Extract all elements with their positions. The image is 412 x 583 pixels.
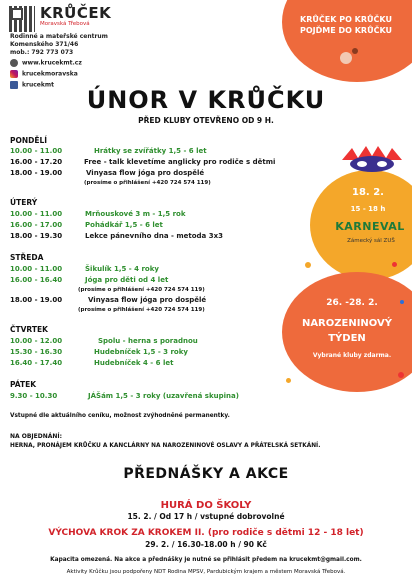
confetti bbox=[392, 262, 397, 267]
day-thursday: ČTVRTEK bbox=[10, 325, 48, 334]
day-tuesday: ÚTERÝ bbox=[10, 198, 38, 207]
row-time: 10.00 - 11.00 bbox=[10, 147, 63, 155]
schedule-row bbox=[10, 158, 340, 168]
day-monday: PONDĚLÍ bbox=[10, 136, 48, 145]
confetti bbox=[305, 262, 311, 268]
schedule-row bbox=[10, 147, 340, 157]
lectures-heading: PŘEDNÁŠKY A AKCE bbox=[123, 466, 289, 482]
carnival-mask-icon bbox=[340, 146, 404, 174]
confetti bbox=[398, 372, 404, 378]
birthday-name-line2: TÝDEN bbox=[328, 333, 366, 344]
row-activity: Vinyasa flow jóga pro dospělé bbox=[86, 169, 205, 177]
row-activity: Mrňouskové 3 m - 1,5 rok bbox=[85, 210, 186, 218]
row-time: 18.00 - 19.00 bbox=[10, 296, 63, 304]
birthday-circle bbox=[282, 272, 412, 392]
note: (prosíme o přihlášení +420 724 574 119) bbox=[84, 180, 211, 186]
page-title: ÚNOR V KRŮČKU bbox=[86, 86, 326, 114]
row-activity: Hrátky se zvířátky 1,5 - 6 let bbox=[94, 147, 207, 155]
lecture-info: 15. 2. / Od 17 h / vstupné dobrovolné bbox=[127, 512, 285, 521]
org-info bbox=[10, 33, 108, 57]
slogan bbox=[286, 14, 406, 36]
org-line1: Rodinné a mateřské centrum bbox=[10, 33, 108, 40]
slogan-line2: POJĎME DO KRŮČKU bbox=[300, 26, 392, 35]
row-activity: Spolu - herna s poradnou bbox=[98, 337, 198, 345]
schedule-row bbox=[10, 232, 340, 242]
day-friday: PÁTEK bbox=[10, 380, 37, 389]
row-activity: Vinyasa flow jóga pro dospělé bbox=[88, 296, 207, 304]
logo-name: KRŮČEK bbox=[40, 4, 112, 22]
note: (prosíme o přihlášení +420 724 574 119) bbox=[78, 307, 205, 313]
carnival-name: KARNEVAL bbox=[335, 220, 405, 233]
social-instagram[interactable]: krucekmoravska bbox=[10, 70, 78, 78]
org-phone: mob.: 792 773 073 bbox=[10, 49, 74, 56]
lecture-title: HURÁ DO ŠKOLY bbox=[160, 500, 252, 511]
row-time: 10.00 - 11.00 bbox=[10, 265, 63, 273]
entry-note: Vstupné dle aktuálního ceníku, možnost zvýhodněné permanentky. bbox=[10, 413, 230, 419]
row-time: 9.30 - 10.30 bbox=[10, 392, 58, 400]
org-line2: Komenského 371/46 bbox=[10, 41, 79, 48]
row-activity: JÁŠám 1,5 - 3 roky (uzavřená skupina) bbox=[88, 392, 239, 400]
birthday-name-line1: NAROZENINOVÝ bbox=[301, 318, 393, 329]
instagram-icon bbox=[10, 70, 18, 78]
social-facebook[interactable]: krucekmt bbox=[10, 81, 54, 89]
row-activity: Lekce pánevního dna - metoda 3x3 bbox=[85, 232, 223, 240]
footer-line2: Aktivity Krůčku jsou podpořeny NDT Rodina MPSV, Pardubickým krajem a městem Moravská Třebová. bbox=[66, 569, 346, 575]
row-time: 10.00 - 12.00 bbox=[10, 337, 63, 345]
lecture-info: 29. 2. / 16.30-18.00 h / 90 Kč bbox=[145, 540, 267, 549]
schedule-row bbox=[10, 392, 340, 402]
schedule-row bbox=[10, 210, 340, 220]
row-activity: Šikulík 1,5 - 4 roky bbox=[85, 265, 159, 273]
qr-code bbox=[9, 6, 35, 32]
row-activity: Hudebníček 1,5 - 3 roky bbox=[94, 348, 188, 356]
footprint-icon bbox=[340, 52, 352, 64]
birthday-date: 26. -28. 2. bbox=[326, 298, 378, 308]
logo bbox=[40, 4, 111, 27]
slogan-line1: KRŮČEK PO KRŮČKU bbox=[300, 15, 392, 24]
confetti bbox=[400, 300, 404, 304]
row-time: 18.00 - 19.00 bbox=[10, 169, 63, 177]
carnival-date: 18. 2. bbox=[352, 187, 384, 198]
footer-line1: Kapacita omezená. Na akce a přednášky je nutné se přihlásit předem na krucekmt@gmail.com. bbox=[50, 557, 362, 563]
carnival-place: Zámecký sál ZUŠ bbox=[347, 238, 395, 244]
confetti bbox=[286, 378, 291, 383]
row-time: 10.00 - 11.00 bbox=[10, 210, 63, 218]
footprint-icon bbox=[352, 48, 358, 54]
carnival-time: 15 - 18 h bbox=[350, 205, 386, 213]
schedule-row bbox=[10, 265, 340, 275]
row-activity: Hudebníček 4 - 6 let bbox=[94, 359, 174, 367]
globe-icon bbox=[10, 59, 18, 67]
row-activity: Pohádkář 1,5 - 6 let bbox=[85, 221, 163, 229]
row-time: 15.30 - 16.30 bbox=[10, 348, 63, 356]
order-text: HERNA, PRONÁJEM KRŮČKU A KANCLÁRNY NA NAROZENINOVÉ OSLAVY A PŘÁTELSKÁ SETKÁNÍ. bbox=[10, 443, 321, 449]
row-time: 16.00 - 16.40 bbox=[10, 276, 63, 284]
schedule-row bbox=[10, 169, 340, 179]
row-time: 16.00 - 17.00 bbox=[10, 221, 63, 229]
row-activity: Jóga pro děti od 4 let bbox=[85, 276, 169, 284]
row-time: 16.40 - 17.40 bbox=[10, 359, 63, 367]
row-time: 16.00 - 17.20 bbox=[10, 158, 63, 166]
birthday-note: Vybrané kluby zdarma. bbox=[312, 352, 392, 359]
row-activity: Free - talk klevetíme anglicky pro rodiče s dětmi bbox=[84, 158, 276, 166]
schedule-row bbox=[10, 221, 340, 231]
day-wednesday: STŘEDA bbox=[10, 253, 44, 262]
social-web[interactable]: www.krucekmt.cz bbox=[10, 59, 82, 67]
logo-sub: Moravská Třebová bbox=[40, 21, 90, 27]
order-label: NA OBJEDNÁNÍ: bbox=[10, 433, 63, 440]
schedule-row bbox=[10, 276, 340, 286]
lecture-title: VÝCHOVA KROK ZA KROKEM II. (pro rodiče s dětmi 12 - 18 let) bbox=[48, 528, 364, 538]
note: (prosíme o přihlášení +420 724 574 119) bbox=[78, 287, 205, 293]
row-time: 18.00 - 19.30 bbox=[10, 232, 63, 240]
slogan-circle bbox=[282, 0, 412, 82]
page-subtitle: PŘED KLUBY OTEVŘENO OD 9 H. bbox=[138, 116, 274, 125]
